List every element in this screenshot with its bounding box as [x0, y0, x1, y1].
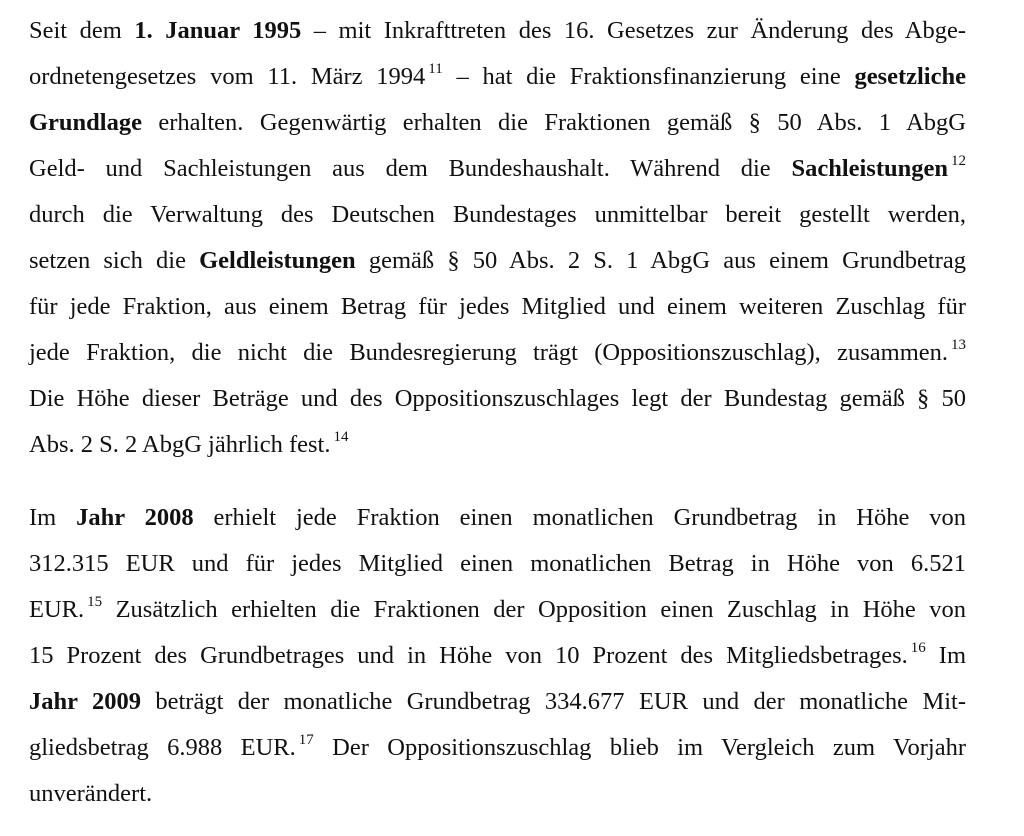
text-run: beträgt der monatliche Grundbetrag 334.677 EUR und der monatliche Mit-	[140, 688, 966, 715]
text-line	[29, 238, 966, 284]
text-line	[29, 679, 966, 725]
footnote-reference[interactable]: 14	[333, 429, 349, 445]
text-run: 312.315 EUR und für jedes Mitglied einen monatlichen Betrag in Höhe von 6.521	[29, 550, 966, 577]
text-run: gliedsbetrag 6.988 EUR.	[29, 734, 296, 761]
text-line	[29, 725, 966, 771]
text-line	[29, 495, 966, 541]
bold-emphasis: Grundlage	[29, 109, 142, 136]
text-run: Abs. 2 S. 2 AbgG jährlich fest.	[29, 431, 331, 458]
footnote-reference[interactable]: 17	[298, 732, 314, 748]
text-line	[29, 541, 966, 587]
text-run: ordnetengesetzes vom 11. März 1994	[29, 63, 426, 90]
text-run: Im	[925, 642, 967, 669]
text-run: Die Höhe dieser Beträge und des Oppositionszuschlages legt der Bundestag gemäß § 50	[29, 385, 966, 412]
text-run: Seit dem	[29, 17, 135, 44]
text-line	[29, 376, 966, 422]
text-line	[29, 587, 966, 633]
text-line	[29, 284, 966, 330]
text-line	[29, 192, 966, 238]
text-run: unverändert.	[29, 780, 153, 807]
bold-emphasis: Jahr 2009	[29, 688, 141, 715]
text-run: 15 Prozent des Grundbetrages und in Höhe von 10 Prozent des Mitgliedsbetrages.	[29, 642, 908, 669]
bold-emphasis: Jahr 2008	[76, 504, 194, 531]
footnote-reference[interactable]: 15	[87, 594, 103, 610]
text-line	[29, 100, 966, 146]
text-run: Geld- und Sachleistungen aus dem Bundeshaushalt. Während die	[29, 155, 792, 182]
text-run: gemäß § 50 Abs. 2 S. 1 AbgG aus einem Grundbetrag	[355, 247, 966, 274]
text-line	[29, 771, 966, 817]
footnote-reference[interactable]: 11	[428, 61, 443, 77]
text-run: für jede Fraktion, aus einem Betrag für jedes Mitglied und einem weiteren Zuschlag für	[29, 293, 966, 320]
bold-emphasis: gesetzliche	[854, 63, 966, 90]
text-run: setzen sich die	[29, 247, 200, 274]
text-run: erhalten. Gegenwärtig erhalten die Fraktionen gemäß § 50 Abs. 1 AbgG	[142, 109, 966, 136]
text-run: – mit Inkrafttreten des 16. Gesetzes zur Änderung des Abge-	[301, 17, 967, 44]
text-line	[29, 8, 966, 54]
text-run: durch die Verwaltung des Deutschen Bundestages unmittelbar bereit gestellt werden,	[29, 201, 966, 228]
text-run: Zusätzlich erhielten die Fraktionen der Opposition einen Zuschlag in Höhe von	[102, 596, 966, 623]
bold-emphasis: Geldleistungen	[199, 247, 356, 274]
footnote-reference[interactable]: 13	[951, 337, 966, 353]
footnote-reference[interactable]: 16	[910, 640, 926, 656]
text-run: – hat die Fraktionsfinanzierung eine	[442, 63, 855, 90]
text-run: Im	[29, 504, 77, 531]
text-line	[29, 330, 966, 376]
text-line	[29, 422, 966, 468]
text-run: erhielt jede Fraktion einen monatlichen Grundbetrag in Höhe von	[193, 504, 966, 531]
text-run: jede Fraktion, die nicht die Bundesregierung trägt (Oppositionszuschlag), zusammen.	[29, 339, 948, 366]
bold-emphasis: Sachleistungen	[791, 155, 948, 182]
footnote-reference[interactable]: 12	[951, 153, 966, 169]
text-line	[29, 146, 966, 192]
text-line	[29, 54, 966, 100]
text-run: Der Oppositionszuschlag blieb im Vergleich zum Vorjahr	[313, 734, 966, 761]
bold-emphasis: 1. Januar 1995	[134, 17, 302, 44]
text-line	[29, 633, 966, 679]
text-run: EUR.	[29, 596, 85, 623]
